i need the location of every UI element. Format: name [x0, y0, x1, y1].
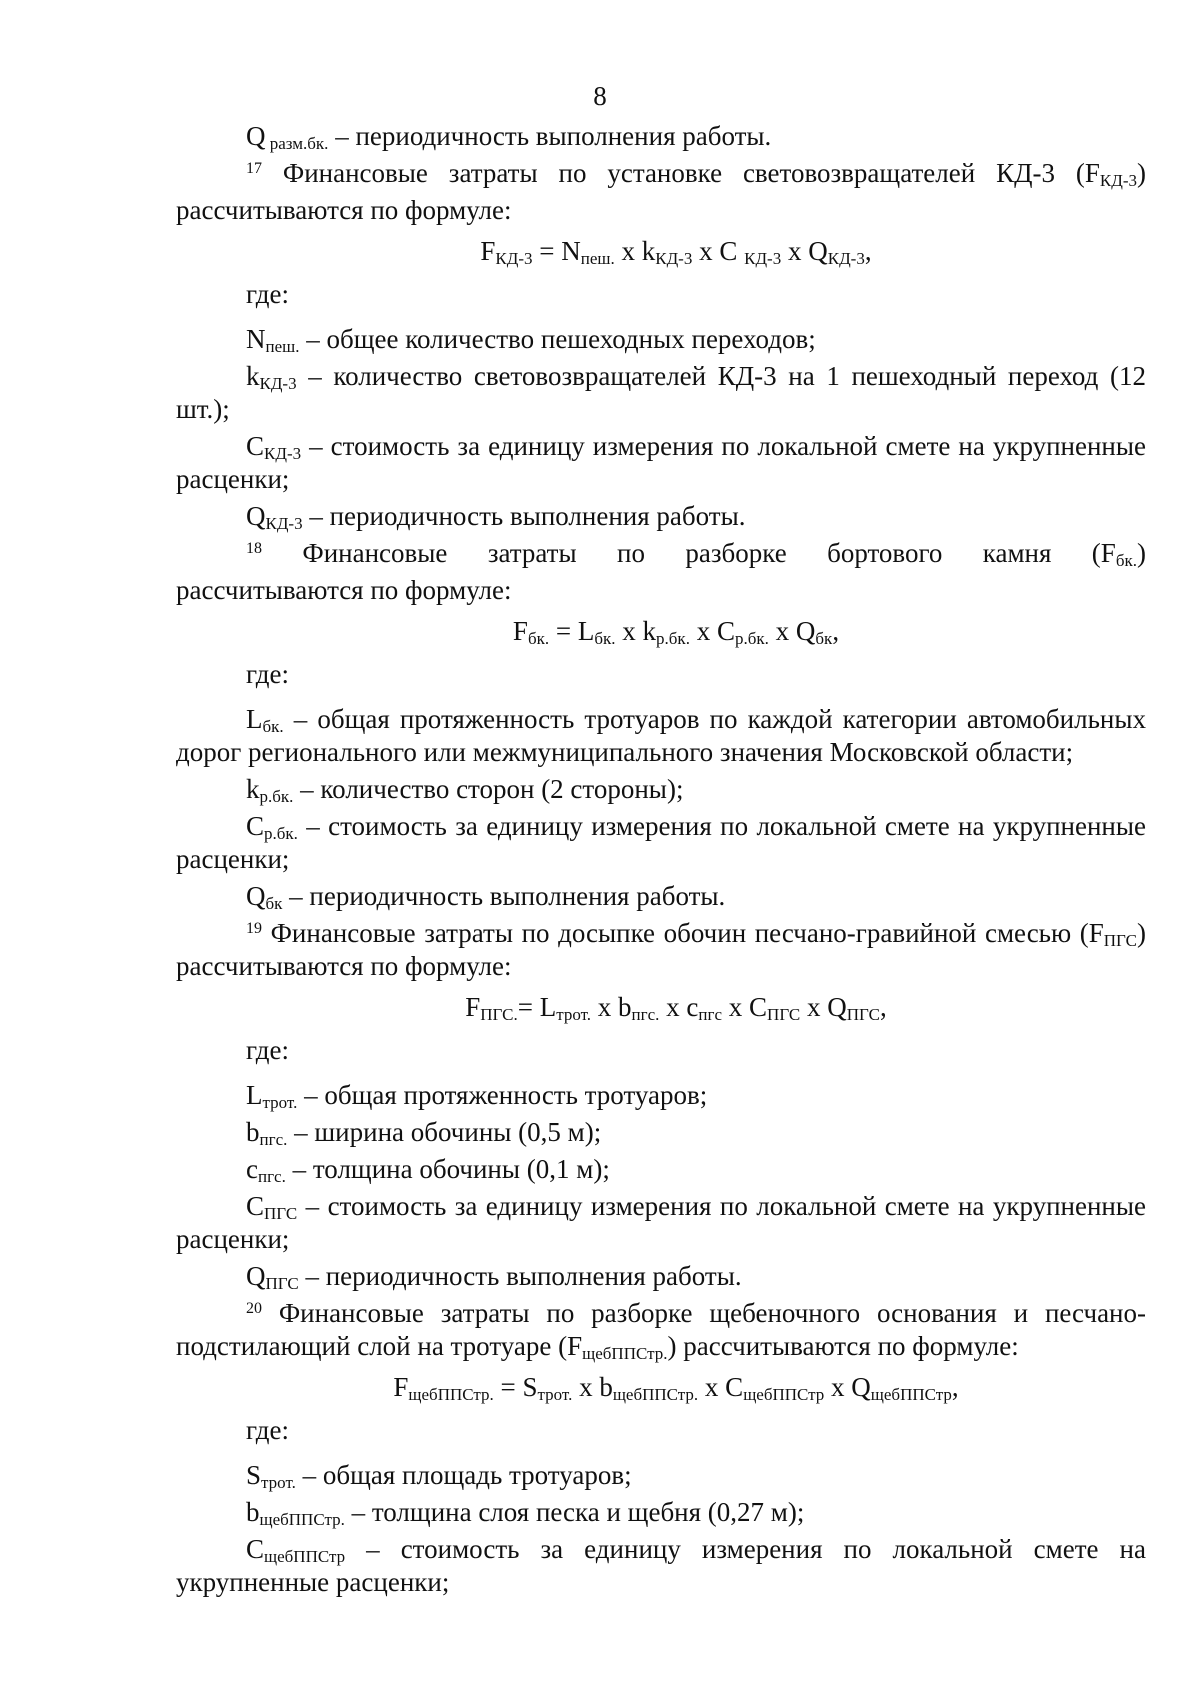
text-run: Финансовые затраты по разборке бортового камня (F — [262, 538, 1116, 568]
text-run: x Q — [781, 236, 828, 266]
subscript: бк. — [262, 717, 284, 736]
subscript: р.бк. — [734, 629, 769, 648]
subscript: щебППСтр. — [582, 1344, 668, 1363]
paragraph — [176, 500, 1146, 533]
text-run: x k — [615, 616, 657, 646]
subscript: КД-3 — [265, 514, 303, 533]
paragraph — [176, 1190, 1146, 1256]
paragraph — [176, 537, 1146, 570]
subscript: бк. — [527, 629, 550, 648]
paragraph — [176, 1116, 1146, 1149]
text-run: = L — [549, 616, 595, 646]
text-run: рассчитываются по формуле: — [176, 195, 512, 225]
subscript: пеш. — [580, 249, 615, 268]
paragraph — [176, 323, 1146, 356]
text-run: Q — [246, 1261, 266, 1291]
text-run: x C — [722, 992, 768, 1022]
text-run: Q — [246, 881, 266, 911]
text-run: b — [246, 1497, 260, 1527]
subscript: КД-3 — [1099, 171, 1137, 190]
subscript: трот. — [556, 1005, 592, 1024]
paragraph — [176, 360, 1146, 426]
text-run: , — [832, 616, 840, 646]
subscript: пгс. — [259, 1130, 288, 1149]
text-run: x k — [614, 236, 656, 266]
footnote-number: 17 — [246, 160, 262, 177]
text-run: C — [246, 1534, 265, 1564]
text-run: , — [880, 992, 887, 1022]
text-run: ) — [1137, 158, 1146, 188]
text-run: F — [393, 1372, 409, 1402]
text-run: x Q — [800, 992, 847, 1022]
subscript: щебППСтр. — [259, 1510, 345, 1529]
subscript: ПГС. — [480, 1005, 518, 1024]
text-run: рассчитываются по формуле: — [176, 575, 512, 605]
subscript: КД-3 — [264, 444, 302, 463]
subscript: р.бк. — [656, 629, 690, 648]
subscript: щебППСтр — [870, 1385, 952, 1404]
subscript: пгс. — [257, 1167, 286, 1186]
where-label — [176, 658, 1146, 691]
subscript: пгс. — [631, 1005, 660, 1024]
text-run: = N — [532, 236, 581, 266]
paragraph — [176, 810, 1146, 876]
text-run: x C — [698, 1372, 744, 1402]
subscript: КД-3 — [495, 249, 533, 268]
subscript: р.бк. — [259, 787, 294, 806]
text-run: F — [512, 616, 528, 646]
formula — [176, 615, 1146, 648]
subscript: щебППСтр. — [612, 1385, 699, 1404]
footnote-number: 18 — [246, 540, 262, 557]
subscript: р.бк. — [264, 824, 298, 843]
text-run: – количество световозвращателей КД-3 на 1 пешеходный переход (12 шт.); — [176, 361, 1146, 424]
text-run: – периодичность выполнения работы. — [302, 501, 746, 531]
document-body — [176, 120, 1146, 1603]
text-run: – общая протяженность тротуаров; — [297, 1080, 708, 1110]
text-run: x Q — [768, 616, 816, 646]
text-run: , — [951, 1372, 959, 1402]
text-run: – общая протяженность тротуаров по каждой категории автомобильных дорог регионального или межмуниципального значения Московской области; — [176, 704, 1146, 767]
subscript: КД-3 — [259, 374, 297, 393]
text-run: – количество сторон (2 стороны); — [293, 774, 684, 804]
text-run: ) рассчитываются по формуле: — [667, 1331, 1019, 1361]
text-run: , — [864, 236, 872, 266]
paragraph — [176, 574, 1146, 607]
subscript: ПГС — [265, 1274, 299, 1293]
text-run: C — [246, 431, 265, 461]
subscript: ПГС — [1103, 931, 1137, 950]
text-run: S — [246, 1460, 262, 1490]
text-run: – периодичность выполнения работы. — [298, 1261, 742, 1291]
text-run: x Q — [824, 1372, 871, 1402]
subscript: щебППСтр. — [408, 1385, 494, 1404]
text-run: ) — [1137, 538, 1146, 568]
subscript: бк. — [1115, 551, 1137, 570]
footnote-number: 20 — [246, 1300, 262, 1317]
subscript: трот. — [537, 1385, 573, 1404]
paragraph — [176, 703, 1146, 769]
where-label — [176, 278, 1146, 311]
text-run: Финансовые затраты по установке световозвращателей КД-3 (F — [262, 158, 1100, 188]
paragraph — [176, 194, 1146, 227]
formula — [176, 991, 1146, 1024]
text-run: Финансовые затраты по разборке щебеночного основания и песчано-подстилающий слой на тротуаре (F — [176, 1298, 1146, 1361]
text-run: = L — [517, 992, 557, 1022]
text-run: – стоимость за единицу измерения по локальной смете на укрупненные расценки; — [176, 1191, 1146, 1254]
paragraph — [176, 1079, 1146, 1112]
text-run: F — [480, 236, 496, 266]
paragraph — [176, 120, 1146, 153]
text-run: где: — [246, 659, 289, 689]
subscript: ПГС — [264, 1204, 298, 1223]
text-run: – стоимость за единицу измерения по локальной смете на укрупненные расценки; — [176, 1534, 1146, 1597]
subscript: пгс — [698, 1005, 723, 1024]
text-run: b — [246, 1117, 260, 1147]
formula — [176, 1371, 1146, 1404]
paragraph — [176, 1153, 1146, 1186]
text-run: – ширина обочины (0,5 м); — [287, 1117, 602, 1147]
subscript: КД-3 — [655, 249, 693, 268]
subscript: пеш. — [265, 337, 300, 356]
text-run: где: — [246, 1415, 289, 1445]
text-run: – толщина слоя песка и щебня (0,27 м); — [344, 1497, 805, 1527]
text-run: c — [246, 1154, 258, 1184]
text-run: C — [246, 811, 265, 841]
paragraph — [176, 917, 1146, 983]
text-run: N — [246, 324, 266, 354]
text-run: – толщина обочины (0,1 м); — [285, 1154, 610, 1184]
paragraph — [176, 157, 1146, 190]
text-run: x C — [692, 236, 745, 266]
text-run: где: — [246, 1035, 289, 1065]
text-run: x C — [689, 616, 735, 646]
text-run: – общая площадь тротуаров; — [295, 1460, 632, 1490]
text-run: x b — [572, 1372, 613, 1402]
where-label — [176, 1034, 1146, 1067]
text-run: ) рассчитываются по формуле: — [176, 918, 1146, 981]
text-run: – общее количество пешеходных переходов; — [299, 324, 816, 354]
text-run: Финансовые затраты по досыпке обочин песчано-гравийной смесью (F — [262, 918, 1104, 948]
where-label — [176, 1414, 1146, 1447]
paragraph — [176, 880, 1146, 913]
text-run: F — [465, 992, 481, 1022]
text-run: = S — [493, 1372, 538, 1402]
text-run: где: — [246, 279, 289, 309]
subscript: ПГС — [846, 1005, 881, 1024]
subscript: ПГС — [767, 1005, 801, 1024]
subscript: КД-3 — [827, 249, 865, 268]
paragraph — [176, 1459, 1146, 1492]
subscript: щебППСтр — [264, 1547, 346, 1566]
text-run: – периодичность выполнения работы. — [328, 121, 772, 151]
subscript: бк — [815, 629, 833, 648]
text-run: L — [246, 1080, 263, 1110]
text-run: x b — [591, 992, 632, 1022]
text-run: Q — [246, 501, 266, 531]
text-run: Q — [246, 121, 266, 151]
paragraph — [176, 1260, 1146, 1293]
text-run: C — [246, 1191, 265, 1221]
paragraph — [176, 1533, 1146, 1599]
paragraph — [176, 430, 1146, 496]
subscript: бк — [265, 894, 283, 913]
text-run: k — [246, 774, 260, 804]
paragraph — [176, 773, 1146, 806]
subscript: разм.бк. — [265, 134, 329, 153]
footnote-number: 19 — [246, 920, 262, 937]
page-number: 8 — [593, 81, 607, 111]
subscript: щебППСтр — [743, 1385, 825, 1404]
subscript: КД-3 — [744, 249, 782, 268]
formula — [176, 235, 1146, 268]
text-run: – стоимость за единицу измерения по локальной смете на укрупненные расценки; — [176, 431, 1146, 494]
text-run: – стоимость за единицу измерения по локальной смете на укрупненные расценки; — [176, 811, 1146, 874]
paragraph — [176, 1496, 1146, 1529]
subscript: трот. — [261, 1473, 296, 1492]
text-run: x c — [659, 992, 699, 1022]
subscript: трот. — [262, 1093, 298, 1112]
text-run: k — [246, 361, 260, 391]
paragraph — [176, 1297, 1146, 1363]
subscript: бк. — [594, 629, 616, 648]
text-run: – периодичность выполнения работы. — [282, 881, 726, 911]
text-run: L — [246, 704, 263, 734]
